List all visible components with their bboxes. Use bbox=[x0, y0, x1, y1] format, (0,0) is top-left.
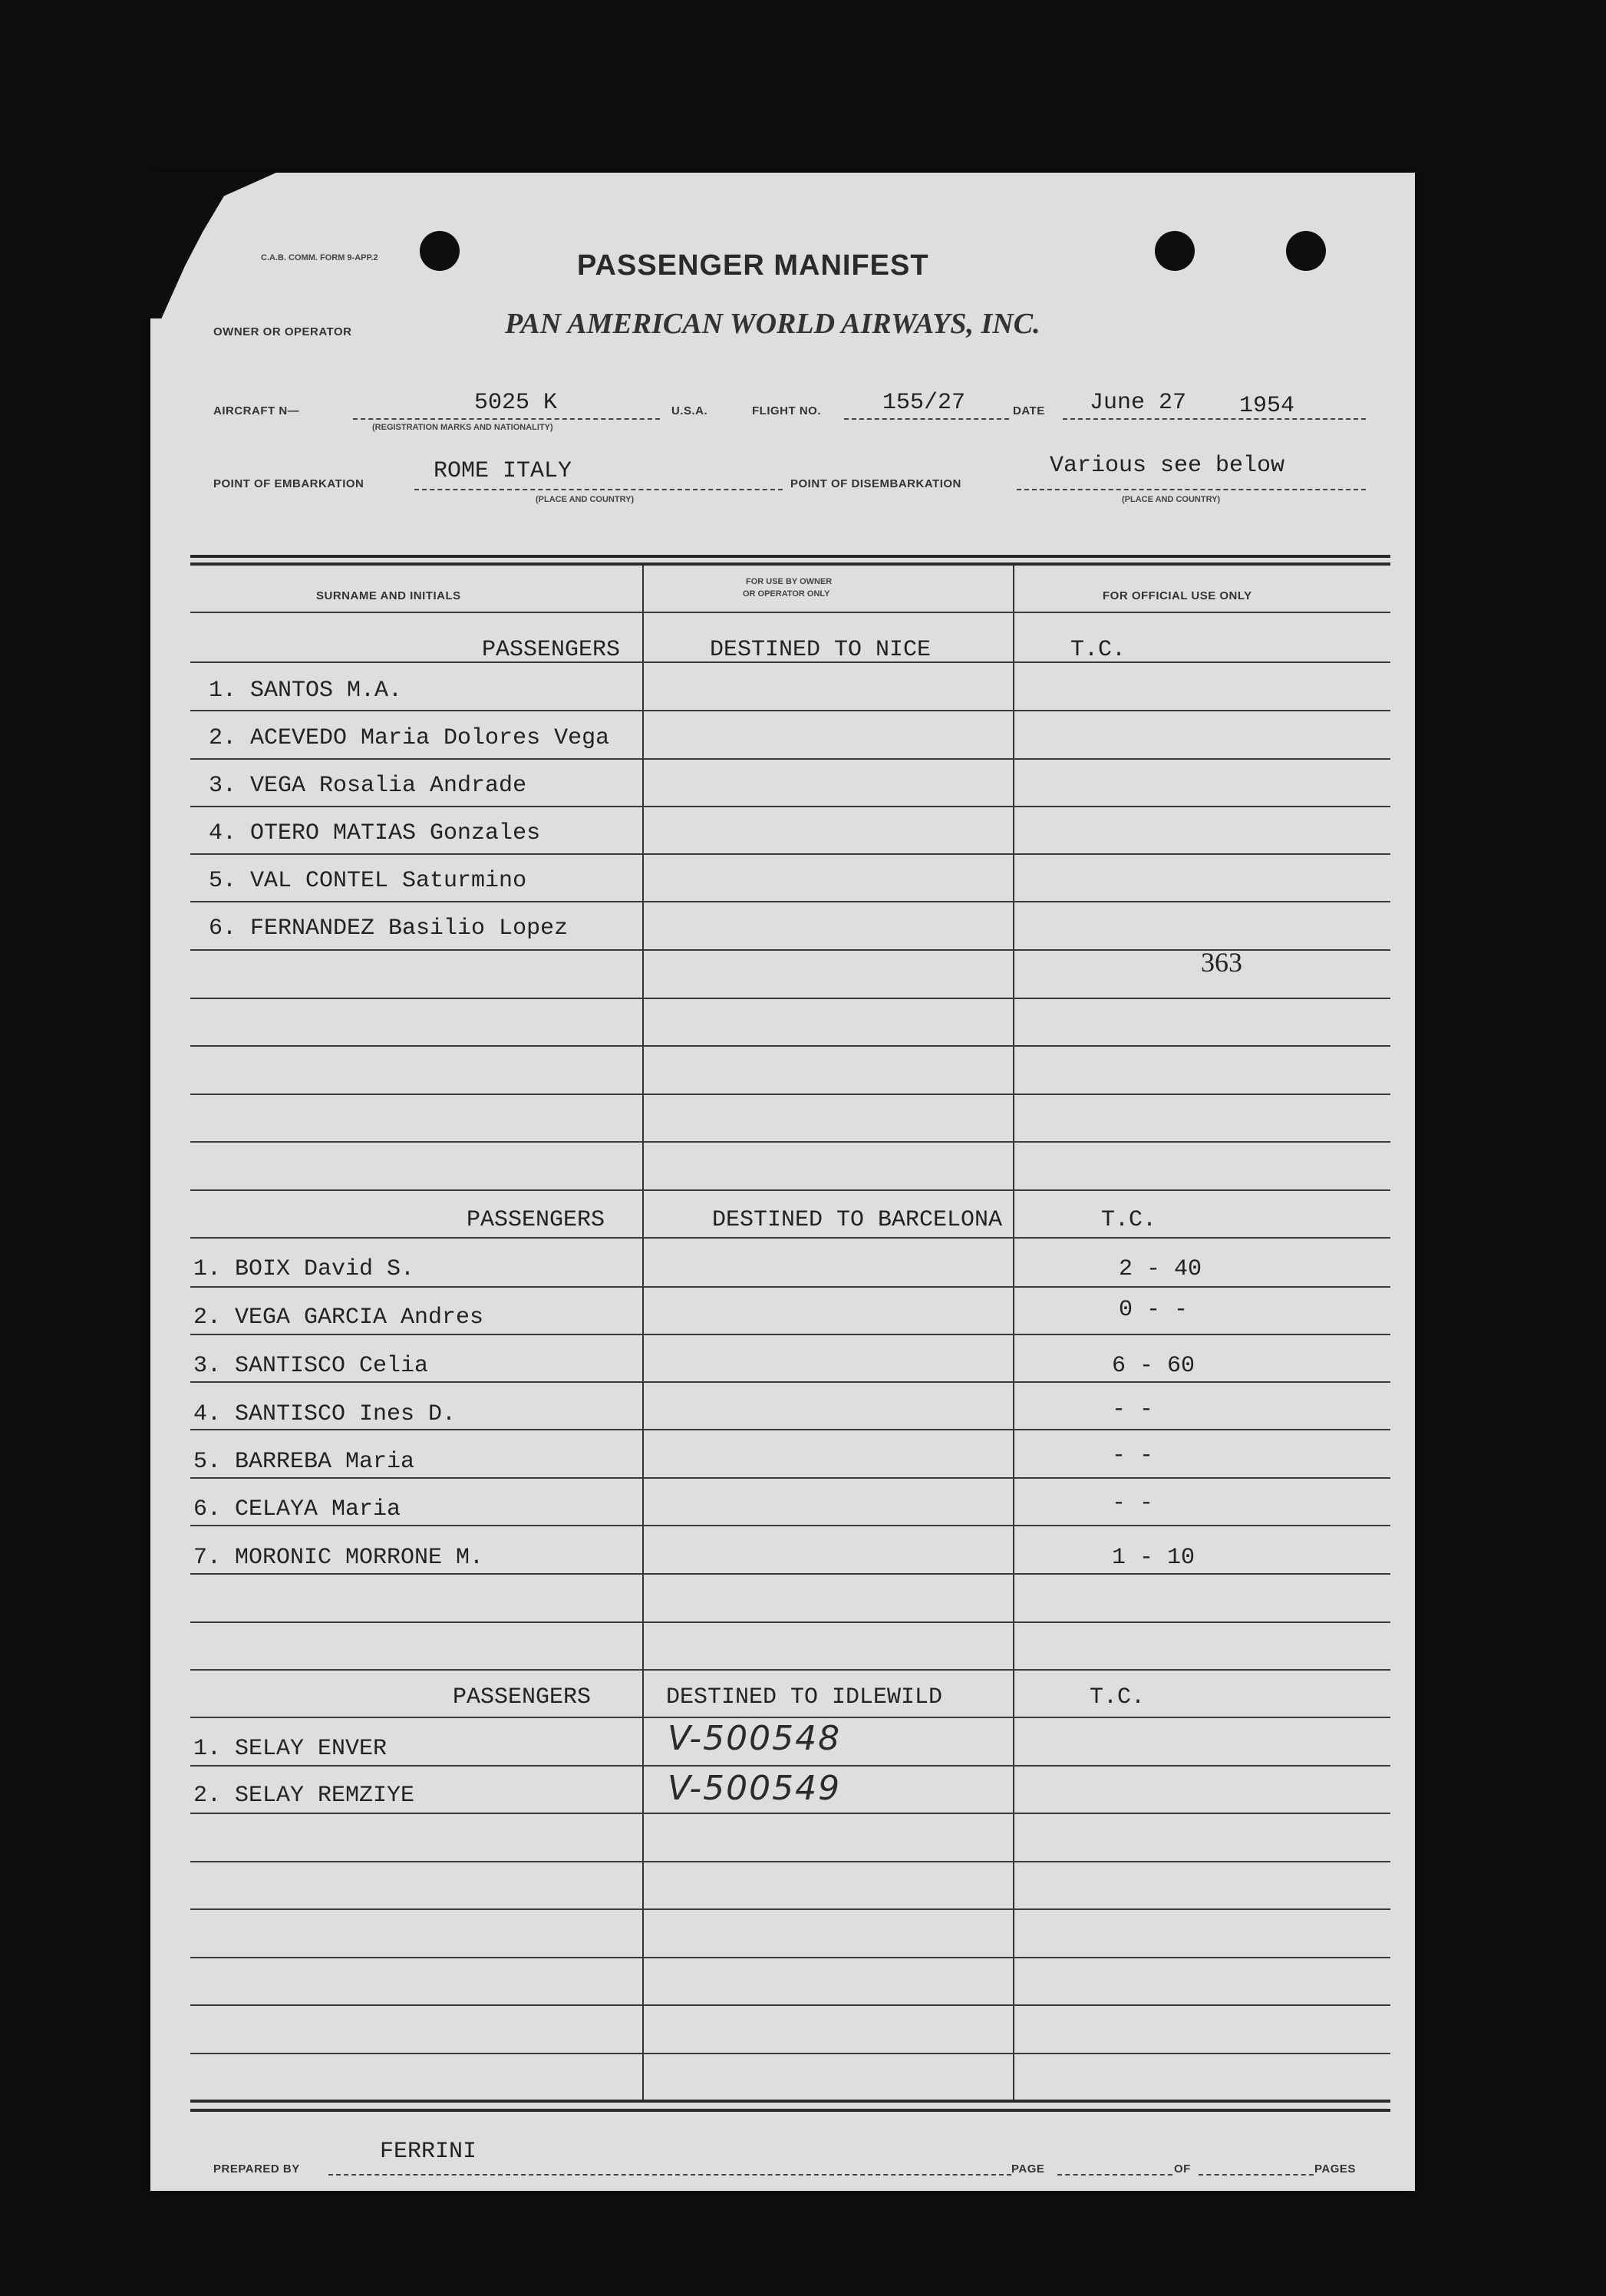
punch-hole bbox=[1155, 231, 1195, 271]
registration-caption: (REGISTRATION MARKS AND NATIONALITY) bbox=[372, 423, 553, 432]
page-label: PAGE bbox=[1011, 2162, 1045, 2176]
table-row-rule bbox=[190, 1286, 1390, 1288]
disembarkation-value: Various see below bbox=[1050, 453, 1285, 479]
group-header-passengers: PASSENGERS bbox=[467, 1207, 605, 1233]
visa-number: V-500548 bbox=[668, 1719, 842, 1758]
passenger-name: 3. VEGA Rosalia Andrade bbox=[209, 773, 527, 799]
page-underline bbox=[1057, 2174, 1172, 2176]
table-row-rule bbox=[190, 901, 1390, 902]
passenger-name: 4. OTERO MATIAS Gonzales bbox=[209, 820, 541, 846]
passenger-name: 1. BOIX David S. bbox=[193, 1256, 415, 1282]
prepared-by-value: FERRINI bbox=[380, 2139, 477, 2165]
passenger-name: 1. SANTOS M.A. bbox=[209, 678, 403, 704]
passenger-name: 4. SANTISCO Ines D. bbox=[193, 1401, 457, 1427]
prepared-underline bbox=[328, 2174, 1011, 2176]
official-entry: - - bbox=[1112, 1397, 1154, 1423]
date-label: DATE bbox=[1013, 404, 1045, 417]
owner-column-header: OR OPERATOR ONLY bbox=[743, 589, 830, 599]
passenger-name: 2. ACEVEDO Maria Dolores Vega bbox=[209, 725, 610, 751]
official-entry: - - bbox=[1112, 1443, 1154, 1469]
disembarkation-label: POINT OF DISEMBARKATION bbox=[790, 477, 961, 490]
group-header-tc: T.C. bbox=[1070, 637, 1126, 663]
usa-label: U.S.A. bbox=[671, 404, 708, 417]
official-entry: 6 - 60 bbox=[1112, 1353, 1195, 1379]
table-row-rule bbox=[190, 1669, 1390, 1671]
table-row-rule bbox=[190, 1141, 1390, 1143]
embarkation-underline bbox=[414, 489, 783, 490]
airline-name: PAN AMERICAN WORLD AIRWAYS, INC. bbox=[505, 308, 1040, 340]
punch-hole bbox=[420, 231, 460, 271]
date-year: 1954 bbox=[1239, 393, 1295, 419]
column-divider bbox=[642, 566, 644, 2100]
table-row-rule bbox=[190, 998, 1390, 999]
aircraft-number: 5025 K bbox=[474, 390, 558, 416]
passenger-name: 7. MORONIC MORRONE M. bbox=[193, 1545, 484, 1571]
table-row-rule bbox=[190, 2053, 1390, 2054]
flight-label: FLIGHT NO. bbox=[752, 404, 821, 417]
official-entry: 2 - 40 bbox=[1119, 1256, 1202, 1282]
official-entry: 1 - 10 bbox=[1112, 1545, 1195, 1571]
group-header-passengers: PASSENGERS bbox=[453, 1684, 592, 1710]
embarkation-value: ROME ITALY bbox=[434, 458, 572, 484]
aircraft-underline bbox=[353, 418, 660, 420]
passenger-name: 3. SANTISCO Celia bbox=[193, 1353, 429, 1379]
table-row-rule bbox=[190, 1717, 1390, 1718]
column-divider bbox=[1013, 566, 1014, 2100]
visa-number: V-500549 bbox=[668, 1769, 842, 1808]
passenger-name: 2. VEGA GARCIA Andres bbox=[193, 1305, 484, 1331]
of-label: OF bbox=[1174, 2162, 1191, 2176]
of-underline bbox=[1199, 2174, 1314, 2176]
disembarkation-underline bbox=[1017, 489, 1366, 490]
table-bottom-rule bbox=[190, 2109, 1390, 2112]
table-row-rule bbox=[190, 1908, 1390, 1910]
passenger-name: 5. BARREBA Maria bbox=[193, 1449, 415, 1475]
official-entry: - - bbox=[1112, 1490, 1154, 1516]
table-row-rule bbox=[190, 1237, 1390, 1239]
passenger-name: 5. VAL CONTEL Saturmino bbox=[209, 868, 527, 894]
passenger-name: 6. CELAYA Maria bbox=[193, 1496, 401, 1522]
flight-underline bbox=[844, 418, 1009, 420]
punch-hole bbox=[1286, 231, 1326, 271]
table-row-rule bbox=[190, 1429, 1390, 1430]
group-header-tc: T.C. bbox=[1101, 1207, 1157, 1233]
surname-column-header: SURNAME AND INITIALS bbox=[316, 589, 461, 602]
table-row-rule bbox=[190, 612, 1390, 613]
form-code: C.A.B. COMM. FORM 9-APP.2 bbox=[261, 253, 378, 262]
passenger-name: 2. SELAY REMZIYE bbox=[193, 1783, 415, 1809]
group-header-passengers: PASSENGERS bbox=[482, 637, 621, 663]
table-bottom-rule bbox=[190, 2100, 1390, 2103]
table-row-rule bbox=[190, 1045, 1390, 1047]
embarkation-caption: (PLACE AND COUNTRY) bbox=[536, 495, 635, 504]
table-row-rule bbox=[190, 758, 1390, 760]
passenger-name: 6. FERNANDEZ Basilio Lopez bbox=[209, 915, 569, 942]
table-row-rule bbox=[190, 1525, 1390, 1526]
official-column-header: FOR OFFICIAL USE ONLY bbox=[1103, 589, 1252, 602]
date-month-day: June 27 bbox=[1090, 390, 1187, 416]
table-row-rule bbox=[190, 1621, 1390, 1623]
group-header-tc: T.C. bbox=[1090, 1684, 1146, 1710]
group-header-destination: DESTINED TO NICE bbox=[710, 637, 932, 663]
passenger-name: 1. SELAY ENVER bbox=[193, 1736, 387, 1762]
embarkation-label: POINT OF EMBARKATION bbox=[213, 477, 364, 490]
table-row-rule bbox=[190, 1957, 1390, 1958]
table-row-rule bbox=[190, 1477, 1390, 1479]
owner-column-header: FOR USE BY OWNER bbox=[746, 577, 833, 586]
table-row-rule bbox=[190, 1334, 1390, 1335]
group-header-destination: DESTINED TO IDLEWILD bbox=[666, 1684, 943, 1710]
table-row-rule bbox=[190, 1765, 1390, 1767]
prepared-by-label: PREPARED BY bbox=[213, 2162, 300, 2176]
official-entry: 0 - - bbox=[1119, 1297, 1189, 1323]
table-row-rule bbox=[190, 710, 1390, 711]
official-note: 363 bbox=[1201, 947, 1242, 978]
table-top-rule bbox=[190, 555, 1390, 558]
flight-number: 155/27 bbox=[882, 390, 966, 416]
table-row-rule bbox=[190, 1861, 1390, 1862]
table-row-rule bbox=[190, 1573, 1390, 1575]
table-row-rule bbox=[190, 1813, 1390, 1814]
table-row-rule bbox=[190, 1381, 1390, 1383]
date-underline bbox=[1063, 418, 1366, 420]
table-row-rule bbox=[190, 806, 1390, 807]
disembarkation-caption: (PLACE AND COUNTRY) bbox=[1122, 495, 1221, 504]
owner-label: OWNER OR OPERATOR bbox=[213, 325, 352, 338]
page-title: PASSENGER MANIFEST bbox=[577, 249, 929, 282]
table-row-rule bbox=[190, 2004, 1390, 2006]
pages-label: PAGES bbox=[1314, 2162, 1356, 2176]
table-top-rule bbox=[190, 562, 1390, 566]
table-row-rule bbox=[190, 1189, 1390, 1191]
group-header-destination: DESTINED TO BARCELONA bbox=[712, 1207, 1003, 1233]
table-row-rule bbox=[190, 1094, 1390, 1095]
aircraft-label: AIRCRAFT N— bbox=[213, 404, 300, 417]
table-row-rule bbox=[190, 853, 1390, 855]
